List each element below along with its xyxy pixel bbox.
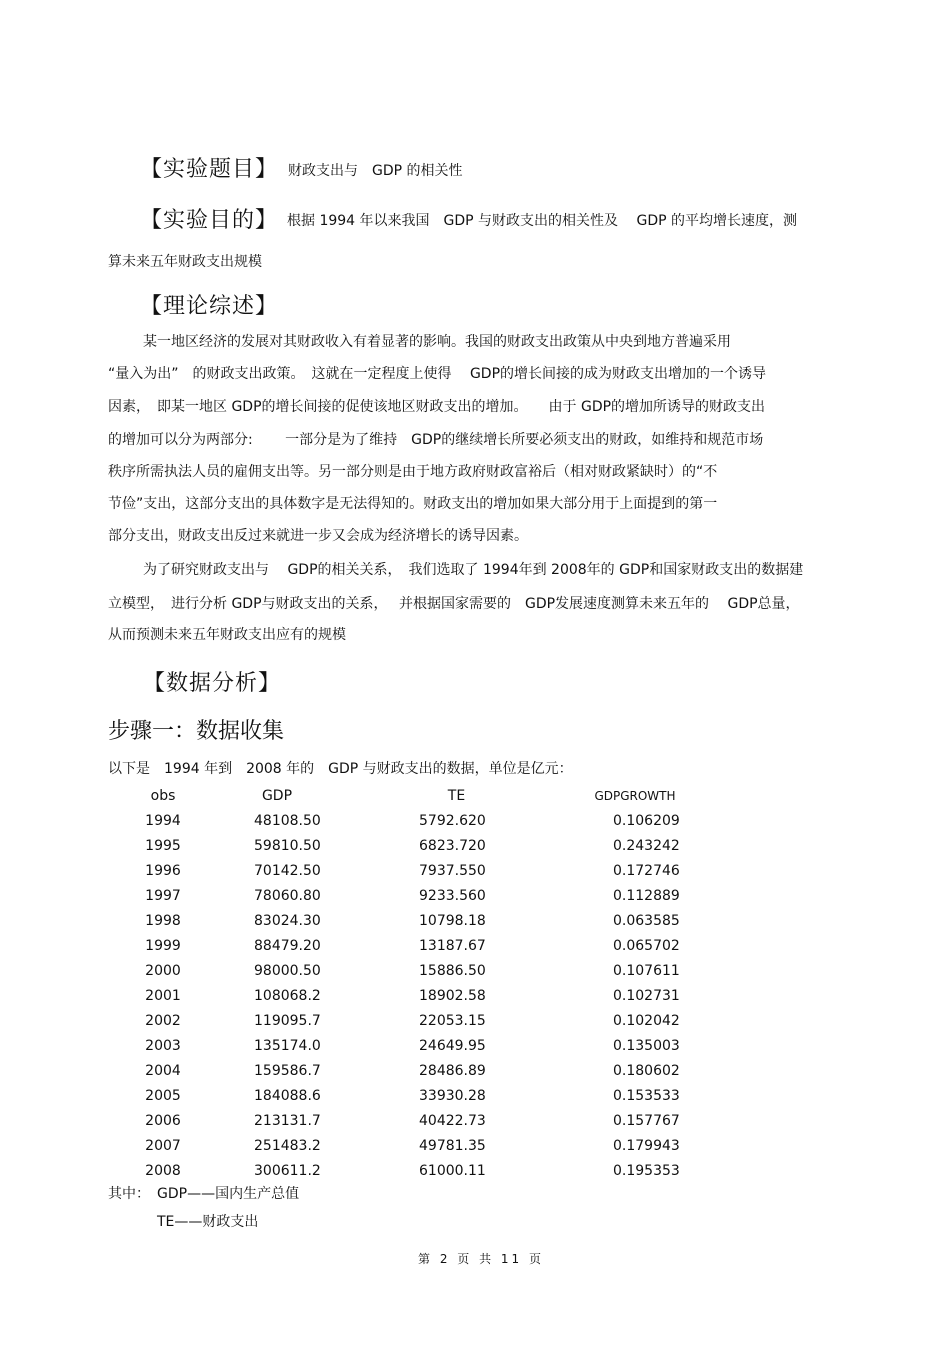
table-cell: 83024.30 xyxy=(254,912,321,929)
table-cell: 2005 xyxy=(145,1087,181,1104)
table-cell: 0.135003 xyxy=(613,1037,680,1054)
table-cell: 2002 xyxy=(145,1012,181,1029)
table-row xyxy=(130,1033,715,1058)
table-row xyxy=(130,883,715,908)
theory-line: “量入为出” 的财政支出政策。 这就在一定程度上使得 GDP的增长间接的成为财政支出增加的一个诱导 xyxy=(108,366,767,382)
table-cell: 159586.7 xyxy=(254,1062,321,1079)
table-cell: 98000.50 xyxy=(254,962,321,979)
table-cell: 0.102042 xyxy=(613,1012,680,1029)
table-cell: 22053.15 xyxy=(419,1012,486,1029)
table-cell: 2001 xyxy=(145,987,181,1004)
table-cell: 2003 xyxy=(145,1037,181,1054)
table-cell: 135174.0 xyxy=(254,1037,321,1054)
table-cell: 1997 xyxy=(145,887,181,904)
table-cell: 1994 xyxy=(145,812,181,829)
table-row xyxy=(130,1058,715,1083)
table-cell: 13187.67 xyxy=(419,937,486,954)
table-cell: 0.107611 xyxy=(613,962,680,979)
purpose-text-line2: 算未来五年财政支出规模 xyxy=(108,254,262,270)
table-row xyxy=(130,983,715,1008)
table-cell: 184088.6 xyxy=(254,1087,321,1104)
table-cell: 10798.18 xyxy=(419,912,486,929)
table-intro: 以下是 1994 年到 2008 年的 GDP 与财政支出的数据，单位是亿元： xyxy=(108,761,573,777)
purpose-text-line1: 根据 1994 年以来我国 GDP 与财政支出的相关性及 GDP 的平均增长速度，测 xyxy=(287,213,798,229)
table-cell: 0.063585 xyxy=(613,912,680,929)
table-row xyxy=(130,1158,715,1183)
theory-line: 立模型， 进行分析 GDP与财政支出的关系， 并根据国家需要的 GDP发展速度测算未来五年的 GDP总量， xyxy=(108,596,800,612)
table-header-row xyxy=(130,783,715,808)
table-row xyxy=(130,858,715,883)
table-cell: 1999 xyxy=(145,937,181,954)
table-cell: 2000 xyxy=(145,962,181,979)
theory-line: 某一地区经济的发展对其财政收入有着显著的影响。我国的财政支出政策从中央到地方普遍采用 xyxy=(143,334,731,350)
table-cell: 5792.620 xyxy=(419,812,486,829)
theory-line: 的增加可以分为两部分: 一部分是为了维持 GDP的继续增长所要必须支出的财政，如维持和规范市场 xyxy=(108,432,764,448)
table-cell: 78060.80 xyxy=(254,887,321,904)
table-cell: 0.157767 xyxy=(613,1112,680,1129)
table-cell: 9233.560 xyxy=(419,887,486,904)
table-cell: 0.065702 xyxy=(613,937,680,954)
col-header-gdp: GDP xyxy=(261,787,293,804)
table-cell: 2004 xyxy=(145,1062,181,1079)
theory-line: 秩序所需执法人员的雇佣支出等。另一部分则是由于地方政府财政富裕后（相对财政紧缺时）的“不 xyxy=(108,464,718,480)
note-line2: TE——财政支出 xyxy=(157,1214,259,1230)
table-cell: 0.180602 xyxy=(613,1062,680,1079)
table-cell: 70142.50 xyxy=(254,862,321,879)
theory-line: 因素， 即某一地区 GDP的增长间接的促使该地区财政支出的增加。 由于 GDP的增加所诱导的财政支出 xyxy=(108,399,766,415)
col-header-te: TE xyxy=(447,787,466,804)
topic-heading: 【实验题目】 xyxy=(140,157,279,182)
table-cell: 40422.73 xyxy=(419,1112,486,1129)
table-cell: 61000.11 xyxy=(419,1162,486,1179)
table-row xyxy=(130,1008,715,1033)
table-cell: 0.172746 xyxy=(613,862,680,879)
table-row xyxy=(130,808,715,833)
table-cell: 1995 xyxy=(145,837,181,854)
table-cell: 2008 xyxy=(145,1162,181,1179)
table-row xyxy=(130,933,715,958)
table-row xyxy=(130,1133,715,1158)
table-row xyxy=(130,908,715,933)
topic-text: 财政支出与 GDP 的相关性 xyxy=(288,163,463,179)
table-cell: 2007 xyxy=(145,1137,181,1154)
table-cell: 0.112889 xyxy=(613,887,680,904)
table-cell: 6823.720 xyxy=(419,837,486,854)
table-cell: 48108.50 xyxy=(254,812,321,829)
note-line1: 其中： GDP——国内生产总值 xyxy=(108,1186,300,1202)
table-cell: 33930.28 xyxy=(419,1087,486,1104)
col-header-gdpgrowth: GDPGROWTH xyxy=(594,788,676,803)
table-cell: 1996 xyxy=(145,862,181,879)
table-cell: 251483.2 xyxy=(254,1137,321,1154)
table-cell: 15886.50 xyxy=(419,962,486,979)
step1-heading: 步骤一：数据收集 xyxy=(108,719,285,744)
table-cell: 0.106209 xyxy=(613,812,680,829)
table-cell: 0.102731 xyxy=(613,987,680,1004)
page-footer: 第 2 页 共 11 页 xyxy=(418,1252,544,1266)
table-cell: 18902.58 xyxy=(419,987,486,1004)
table-row xyxy=(130,1083,715,1108)
table-cell: 300611.2 xyxy=(254,1162,321,1179)
table-cell: 0.179943 xyxy=(613,1137,680,1154)
analysis-heading: 【数据分析】 xyxy=(143,671,282,696)
table-cell: 213131.7 xyxy=(254,1112,321,1129)
purpose-heading: 【实验目的】 xyxy=(140,208,279,233)
theory-line: 节俭”支出，这部分支出的具体数字是无法得知的。财政支出的增加如果大部分用于上面提到的第一 xyxy=(108,496,718,512)
table-row xyxy=(130,833,715,858)
table-cell: 24649.95 xyxy=(419,1037,486,1054)
table-cell: 28486.89 xyxy=(419,1062,486,1079)
table-cell: 108068.2 xyxy=(254,987,321,1004)
table-cell: 88479.20 xyxy=(254,937,321,954)
table-cell: 1998 xyxy=(145,912,181,929)
theory-line: 为了研究财政支出与 GDP的相关关系， 我们选取了 1994年到 2008年的 GDP和国家财政支出的数据建 xyxy=(143,562,804,578)
table-row xyxy=(130,1108,715,1133)
theory-line: 部分支出，财政支出反过来就进一步又会成为经济增长的诱导因素。 xyxy=(108,528,528,544)
table-row xyxy=(130,958,715,983)
table-cell: 119095.7 xyxy=(254,1012,321,1029)
table-cell: 0.243242 xyxy=(613,837,680,854)
table-cell: 59810.50 xyxy=(254,837,321,854)
table-cell: 2006 xyxy=(145,1112,181,1129)
table-cell: 49781.35 xyxy=(419,1137,486,1154)
table-cell: 0.195353 xyxy=(613,1162,680,1179)
theory-line: 从而预测未来五年财政支出应有的规模 xyxy=(108,627,346,643)
table-cell: 0.153533 xyxy=(613,1087,680,1104)
col-header-obs: obs xyxy=(150,787,176,804)
table-cell: 7937.550 xyxy=(419,862,486,879)
theory-heading: 【理论综述】 xyxy=(140,294,279,319)
data-table xyxy=(130,783,715,1183)
